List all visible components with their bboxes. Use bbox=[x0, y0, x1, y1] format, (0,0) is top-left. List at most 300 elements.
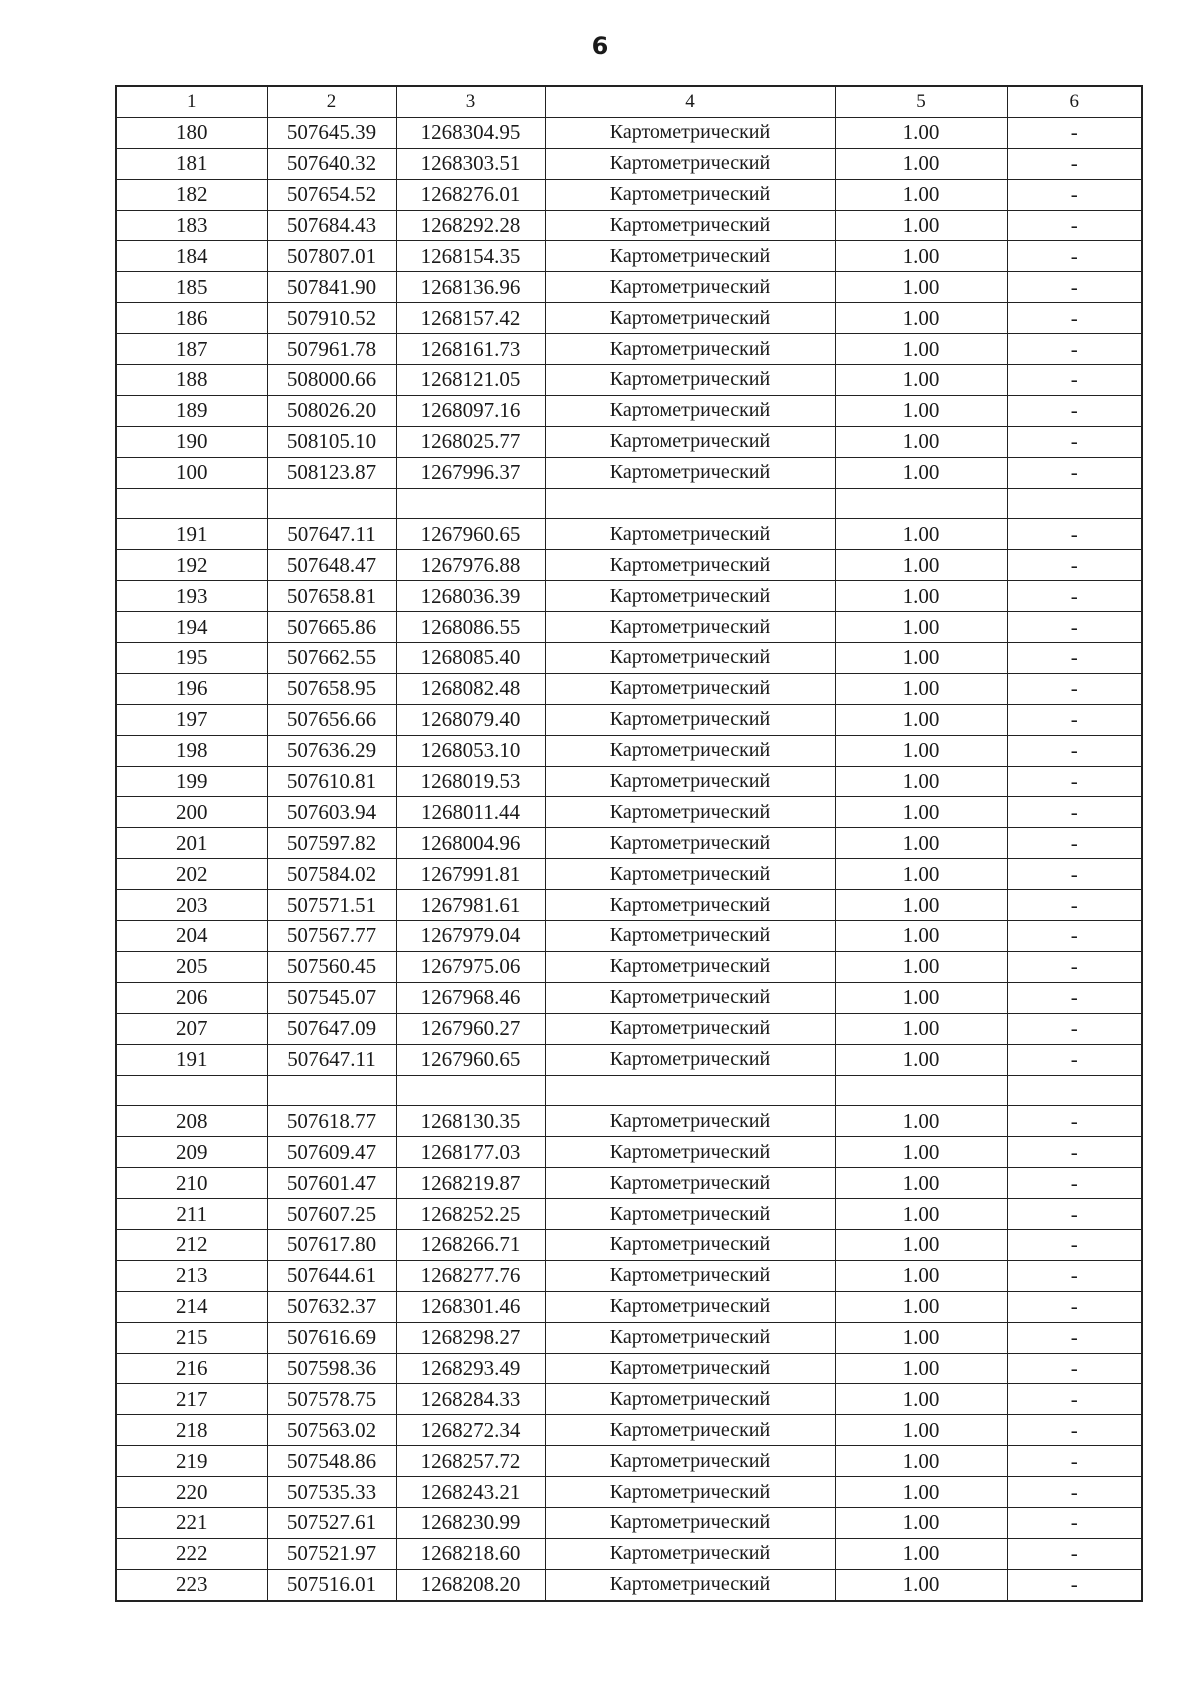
accuracy-cell: 1.00 bbox=[835, 766, 1007, 797]
x-coordinate-cell: 508026.20 bbox=[267, 395, 396, 426]
accuracy-cell: 1.00 bbox=[835, 1507, 1007, 1538]
description-cell: - bbox=[1007, 890, 1142, 921]
accuracy-cell: 1.00 bbox=[835, 643, 1007, 674]
x-coordinate-cell: 507598.36 bbox=[267, 1353, 396, 1384]
table-row bbox=[116, 1291, 1142, 1322]
table-row bbox=[116, 1477, 1142, 1508]
y-coordinate-cell: 1268303.51 bbox=[396, 148, 545, 179]
x-coordinate-cell: 507684.43 bbox=[267, 210, 396, 241]
method-cell: Картометрический bbox=[545, 179, 835, 210]
description-cell: - bbox=[1007, 148, 1142, 179]
accuracy-cell: 1.00 bbox=[835, 179, 1007, 210]
description-cell: - bbox=[1007, 673, 1142, 704]
table-row bbox=[116, 673, 1142, 704]
point-number-cell: 191 bbox=[116, 519, 267, 550]
method-cell: Картометрический bbox=[545, 1106, 835, 1137]
x-coordinate-cell: 507560.45 bbox=[267, 951, 396, 982]
method-cell: Картометрический bbox=[545, 457, 835, 488]
accuracy-cell: 1.00 bbox=[835, 1260, 1007, 1291]
method-cell: Картометрический bbox=[545, 148, 835, 179]
point-number-cell: 185 bbox=[116, 272, 267, 303]
description-cell: - bbox=[1007, 1199, 1142, 1230]
method-cell: Картометрический bbox=[545, 797, 835, 828]
y-coordinate-cell: 1268252.25 bbox=[396, 1199, 545, 1230]
table-row bbox=[116, 148, 1142, 179]
description-cell bbox=[1007, 488, 1142, 519]
method-cell bbox=[545, 1075, 835, 1106]
description-cell: - bbox=[1007, 1013, 1142, 1044]
table-row bbox=[116, 828, 1142, 859]
point-number-cell bbox=[116, 488, 267, 519]
y-coordinate-cell: 1268301.46 bbox=[396, 1291, 545, 1322]
method-cell: Картометрический bbox=[545, 334, 835, 365]
x-coordinate-cell: 507610.81 bbox=[267, 766, 396, 797]
y-coordinate-cell: 1268097.16 bbox=[396, 395, 545, 426]
table-row bbox=[116, 241, 1142, 272]
y-coordinate-cell: 1267960.65 bbox=[396, 519, 545, 550]
accuracy-cell: 1.00 bbox=[835, 1415, 1007, 1446]
y-coordinate-cell: 1268130.35 bbox=[396, 1106, 545, 1137]
description-cell: - bbox=[1007, 828, 1142, 859]
accuracy-cell: 1.00 bbox=[835, 210, 1007, 241]
description-cell: - bbox=[1007, 1137, 1142, 1168]
accuracy-cell: 1.00 bbox=[835, 241, 1007, 272]
point-number-cell: 216 bbox=[116, 1353, 267, 1384]
x-coordinate-cell: 508000.66 bbox=[267, 365, 396, 396]
method-cell: Картометрический bbox=[545, 272, 835, 303]
method-cell: Картометрический bbox=[545, 612, 835, 643]
description-cell: - bbox=[1007, 1569, 1142, 1600]
table-row bbox=[116, 982, 1142, 1013]
method-cell: Картометрический bbox=[545, 1415, 835, 1446]
point-number-cell: 206 bbox=[116, 982, 267, 1013]
table-row bbox=[116, 457, 1142, 488]
table-header-row bbox=[116, 86, 1142, 117]
y-coordinate-cell: 1268086.55 bbox=[396, 612, 545, 643]
table-row bbox=[116, 303, 1142, 334]
y-coordinate-cell bbox=[396, 1075, 545, 1106]
description-cell: - bbox=[1007, 1260, 1142, 1291]
method-cell: Картометрический bbox=[545, 951, 835, 982]
x-coordinate-cell: 507535.33 bbox=[267, 1477, 396, 1508]
column-header: 1 bbox=[116, 86, 267, 117]
accuracy-cell: 1.00 bbox=[835, 303, 1007, 334]
table-row bbox=[116, 1507, 1142, 1538]
separator-row bbox=[116, 1075, 1142, 1106]
accuracy-cell bbox=[835, 1075, 1007, 1106]
table-row bbox=[116, 1137, 1142, 1168]
point-number-cell: 197 bbox=[116, 704, 267, 735]
point-number-cell: 210 bbox=[116, 1168, 267, 1199]
point-number-cell: 220 bbox=[116, 1477, 267, 1508]
x-coordinate-cell: 507636.29 bbox=[267, 735, 396, 766]
accuracy-cell: 1.00 bbox=[835, 1137, 1007, 1168]
method-cell: Картометрический bbox=[545, 1229, 835, 1260]
table-row bbox=[116, 426, 1142, 457]
method-cell: Картометрический bbox=[545, 673, 835, 704]
y-coordinate-cell: 1268079.40 bbox=[396, 704, 545, 735]
method-cell: Картометрический bbox=[545, 704, 835, 735]
description-cell: - bbox=[1007, 1322, 1142, 1353]
point-number-cell: 221 bbox=[116, 1507, 267, 1538]
description-cell: - bbox=[1007, 1291, 1142, 1322]
point-number-cell: 193 bbox=[116, 581, 267, 612]
accuracy-cell: 1.00 bbox=[835, 859, 1007, 890]
point-number-cell: 194 bbox=[116, 612, 267, 643]
accuracy-cell: 1.00 bbox=[835, 797, 1007, 828]
description-cell: - bbox=[1007, 1446, 1142, 1477]
x-coordinate-cell: 507632.37 bbox=[267, 1291, 396, 1322]
point-number-cell: 186 bbox=[116, 303, 267, 334]
x-coordinate-cell: 507607.25 bbox=[267, 1199, 396, 1230]
description-cell: - bbox=[1007, 1353, 1142, 1384]
description-cell: - bbox=[1007, 1538, 1142, 1569]
x-coordinate-cell: 508105.10 bbox=[267, 426, 396, 457]
description-cell: - bbox=[1007, 457, 1142, 488]
y-coordinate-cell: 1268085.40 bbox=[396, 643, 545, 674]
description-cell: - bbox=[1007, 519, 1142, 550]
point-number-cell: 192 bbox=[116, 550, 267, 581]
point-number-cell: 222 bbox=[116, 1538, 267, 1569]
y-coordinate-cell: 1268277.76 bbox=[396, 1260, 545, 1291]
x-coordinate-cell: 507603.94 bbox=[267, 797, 396, 828]
description-cell: - bbox=[1007, 210, 1142, 241]
description-cell: - bbox=[1007, 921, 1142, 952]
method-cell: Картометрический bbox=[545, 117, 835, 148]
y-coordinate-cell: 1267981.61 bbox=[396, 890, 545, 921]
y-coordinate-cell: 1268053.10 bbox=[396, 735, 545, 766]
description-cell: - bbox=[1007, 365, 1142, 396]
y-coordinate-cell: 1268082.48 bbox=[396, 673, 545, 704]
point-number-cell: 183 bbox=[116, 210, 267, 241]
table-row bbox=[116, 1013, 1142, 1044]
accuracy-cell: 1.00 bbox=[835, 1199, 1007, 1230]
accuracy-cell: 1.00 bbox=[835, 426, 1007, 457]
table-row bbox=[116, 612, 1142, 643]
y-coordinate-cell: 1268293.49 bbox=[396, 1353, 545, 1384]
accuracy-cell: 1.00 bbox=[835, 519, 1007, 550]
point-number-cell: 204 bbox=[116, 921, 267, 952]
x-coordinate-cell bbox=[267, 1075, 396, 1106]
x-coordinate-cell: 507584.02 bbox=[267, 859, 396, 890]
method-cell: Картометрический bbox=[545, 426, 835, 457]
table-row bbox=[116, 519, 1142, 550]
description-cell: - bbox=[1007, 1415, 1142, 1446]
accuracy-cell: 1.00 bbox=[835, 457, 1007, 488]
accuracy-cell: 1.00 bbox=[835, 334, 1007, 365]
description-cell: - bbox=[1007, 704, 1142, 735]
y-coordinate-cell: 1267979.04 bbox=[396, 921, 545, 952]
point-number-cell: 207 bbox=[116, 1013, 267, 1044]
description-cell: - bbox=[1007, 334, 1142, 365]
x-coordinate-cell: 507545.07 bbox=[267, 982, 396, 1013]
y-coordinate-cell: 1268004.96 bbox=[396, 828, 545, 859]
y-coordinate-cell: 1268298.27 bbox=[396, 1322, 545, 1353]
point-number-cell: 215 bbox=[116, 1322, 267, 1353]
method-cell: Картометрический bbox=[545, 519, 835, 550]
x-coordinate-cell: 507571.51 bbox=[267, 890, 396, 921]
method-cell: Картометрический bbox=[545, 1384, 835, 1415]
description-cell: - bbox=[1007, 643, 1142, 674]
table-row bbox=[116, 210, 1142, 241]
y-coordinate-cell: 1267991.81 bbox=[396, 859, 545, 890]
y-coordinate-cell: 1267976.88 bbox=[396, 550, 545, 581]
x-coordinate-cell: 507961.78 bbox=[267, 334, 396, 365]
accuracy-cell: 1.00 bbox=[835, 272, 1007, 303]
point-number-cell: 182 bbox=[116, 179, 267, 210]
accuracy-cell: 1.00 bbox=[835, 735, 1007, 766]
separator-row bbox=[116, 488, 1142, 519]
table-row bbox=[116, 1446, 1142, 1477]
x-coordinate-cell: 507640.32 bbox=[267, 148, 396, 179]
point-number-cell: 184 bbox=[116, 241, 267, 272]
method-cell: Картометрический bbox=[545, 241, 835, 272]
point-number-cell: 211 bbox=[116, 1199, 267, 1230]
method-cell: Картометрический bbox=[545, 921, 835, 952]
description-cell: - bbox=[1007, 581, 1142, 612]
accuracy-cell: 1.00 bbox=[835, 1353, 1007, 1384]
table-row bbox=[116, 365, 1142, 396]
x-coordinate-cell: 507647.09 bbox=[267, 1013, 396, 1044]
point-number-cell: 188 bbox=[116, 365, 267, 396]
table-row bbox=[116, 1322, 1142, 1353]
table-row bbox=[116, 117, 1142, 148]
table-row bbox=[116, 395, 1142, 426]
table-row bbox=[116, 272, 1142, 303]
table-row bbox=[116, 1168, 1142, 1199]
table-row bbox=[116, 1538, 1142, 1569]
point-number-cell: 200 bbox=[116, 797, 267, 828]
description-cell: - bbox=[1007, 735, 1142, 766]
page-number: 6 bbox=[591, 32, 609, 60]
x-coordinate-cell bbox=[267, 488, 396, 519]
accuracy-cell: 1.00 bbox=[835, 982, 1007, 1013]
y-coordinate-cell: 1267996.37 bbox=[396, 457, 545, 488]
method-cell: Картометрический bbox=[545, 766, 835, 797]
table-row bbox=[116, 1415, 1142, 1446]
table-row bbox=[116, 1199, 1142, 1230]
method-cell: Картометрический bbox=[545, 643, 835, 674]
x-coordinate-cell: 507665.86 bbox=[267, 612, 396, 643]
table-row bbox=[116, 550, 1142, 581]
description-cell: - bbox=[1007, 117, 1142, 148]
y-coordinate-cell: 1267968.46 bbox=[396, 982, 545, 1013]
description-cell: - bbox=[1007, 1168, 1142, 1199]
method-cell: Картометрический bbox=[545, 303, 835, 334]
x-coordinate-cell: 507807.01 bbox=[267, 241, 396, 272]
accuracy-cell bbox=[835, 488, 1007, 519]
accuracy-cell: 1.00 bbox=[835, 704, 1007, 735]
column-header: 4 bbox=[545, 86, 835, 117]
description-cell: - bbox=[1007, 1229, 1142, 1260]
x-coordinate-cell: 507548.86 bbox=[267, 1446, 396, 1477]
accuracy-cell: 1.00 bbox=[835, 581, 1007, 612]
x-coordinate-cell: 507656.66 bbox=[267, 704, 396, 735]
point-number-cell: 214 bbox=[116, 1291, 267, 1322]
y-coordinate-cell: 1268036.39 bbox=[396, 581, 545, 612]
description-cell: - bbox=[1007, 241, 1142, 272]
description-cell: - bbox=[1007, 426, 1142, 457]
point-number-cell: 100 bbox=[116, 457, 267, 488]
x-coordinate-cell: 507658.81 bbox=[267, 581, 396, 612]
y-coordinate-cell: 1268230.99 bbox=[396, 1507, 545, 1538]
y-coordinate-cell bbox=[396, 488, 545, 519]
point-number-cell: 180 bbox=[116, 117, 267, 148]
table-row bbox=[116, 766, 1142, 797]
point-number-cell: 189 bbox=[116, 395, 267, 426]
method-cell: Картометрический bbox=[545, 395, 835, 426]
method-cell: Картометрический bbox=[545, 1446, 835, 1477]
method-cell: Картометрический bbox=[545, 1507, 835, 1538]
accuracy-cell: 1.00 bbox=[835, 1044, 1007, 1075]
method-cell: Картометрический bbox=[545, 828, 835, 859]
point-number-cell: 209 bbox=[116, 1137, 267, 1168]
table-row bbox=[116, 735, 1142, 766]
table-row bbox=[116, 890, 1142, 921]
method-cell: Картометрический bbox=[545, 735, 835, 766]
table-row bbox=[116, 1106, 1142, 1137]
method-cell: Картометрический bbox=[545, 1044, 835, 1075]
table-row bbox=[116, 1044, 1142, 1075]
x-coordinate-cell: 507527.61 bbox=[267, 1507, 396, 1538]
accuracy-cell: 1.00 bbox=[835, 1322, 1007, 1353]
accuracy-cell: 1.00 bbox=[835, 1168, 1007, 1199]
method-cell: Картометрический bbox=[545, 550, 835, 581]
x-coordinate-cell: 507601.47 bbox=[267, 1168, 396, 1199]
point-number-cell: 195 bbox=[116, 643, 267, 674]
point-number-cell: 213 bbox=[116, 1260, 267, 1291]
method-cell: Картометрический bbox=[545, 859, 835, 890]
method-cell bbox=[545, 488, 835, 519]
description-cell: - bbox=[1007, 1507, 1142, 1538]
method-cell: Картометрический bbox=[545, 1137, 835, 1168]
y-coordinate-cell: 1268243.21 bbox=[396, 1477, 545, 1508]
description-cell: - bbox=[1007, 1106, 1142, 1137]
y-coordinate-cell: 1268019.53 bbox=[396, 766, 545, 797]
method-cell: Картометрический bbox=[545, 1322, 835, 1353]
description-cell: - bbox=[1007, 612, 1142, 643]
x-coordinate-cell: 507645.39 bbox=[267, 117, 396, 148]
point-number-cell: 208 bbox=[116, 1106, 267, 1137]
point-number-cell: 191 bbox=[116, 1044, 267, 1075]
table-row bbox=[116, 1260, 1142, 1291]
method-cell: Картометрический bbox=[545, 1168, 835, 1199]
accuracy-cell: 1.00 bbox=[835, 673, 1007, 704]
column-header: 3 bbox=[396, 86, 545, 117]
x-coordinate-cell: 507578.75 bbox=[267, 1384, 396, 1415]
description-cell: - bbox=[1007, 951, 1142, 982]
y-coordinate-cell: 1268257.72 bbox=[396, 1446, 545, 1477]
description-cell: - bbox=[1007, 982, 1142, 1013]
point-number-cell: 187 bbox=[116, 334, 267, 365]
y-coordinate-cell: 1268284.33 bbox=[396, 1384, 545, 1415]
y-coordinate-cell: 1268219.87 bbox=[396, 1168, 545, 1199]
x-coordinate-cell: 507618.77 bbox=[267, 1106, 396, 1137]
accuracy-cell: 1.00 bbox=[835, 1569, 1007, 1600]
point-number-cell bbox=[116, 1075, 267, 1106]
y-coordinate-cell: 1268161.73 bbox=[396, 334, 545, 365]
x-coordinate-cell: 507516.01 bbox=[267, 1569, 396, 1600]
x-coordinate-cell: 507658.95 bbox=[267, 673, 396, 704]
method-cell: Картометрический bbox=[545, 1538, 835, 1569]
method-cell: Картометрический bbox=[545, 1291, 835, 1322]
accuracy-cell: 1.00 bbox=[835, 365, 1007, 396]
description-cell: - bbox=[1007, 179, 1142, 210]
description-cell: - bbox=[1007, 1384, 1142, 1415]
point-number-cell: 205 bbox=[116, 951, 267, 982]
point-number-cell: 223 bbox=[116, 1569, 267, 1600]
accuracy-cell: 1.00 bbox=[835, 550, 1007, 581]
x-coordinate-cell: 507910.52 bbox=[267, 303, 396, 334]
point-number-cell: 198 bbox=[116, 735, 267, 766]
x-coordinate-cell: 507644.61 bbox=[267, 1260, 396, 1291]
x-coordinate-cell: 507648.47 bbox=[267, 550, 396, 581]
table-row bbox=[116, 179, 1142, 210]
method-cell: Картометрический bbox=[545, 1199, 835, 1230]
description-cell: - bbox=[1007, 303, 1142, 334]
accuracy-cell: 1.00 bbox=[835, 117, 1007, 148]
description-cell: - bbox=[1007, 797, 1142, 828]
description-cell: - bbox=[1007, 1044, 1142, 1075]
x-coordinate-cell: 507609.47 bbox=[267, 1137, 396, 1168]
accuracy-cell: 1.00 bbox=[835, 890, 1007, 921]
y-coordinate-cell: 1268011.44 bbox=[396, 797, 545, 828]
point-number-cell: 190 bbox=[116, 426, 267, 457]
y-coordinate-cell: 1268218.60 bbox=[396, 1538, 545, 1569]
method-cell: Картометрический bbox=[545, 581, 835, 612]
table-row bbox=[116, 951, 1142, 982]
method-cell: Картометрический bbox=[545, 1260, 835, 1291]
column-header: 5 bbox=[835, 86, 1007, 117]
table-row bbox=[116, 921, 1142, 952]
table-body bbox=[116, 86, 1142, 1601]
method-cell: Картометрический bbox=[545, 982, 835, 1013]
table-row bbox=[116, 797, 1142, 828]
x-coordinate-cell: 507597.82 bbox=[267, 828, 396, 859]
table-row bbox=[116, 1353, 1142, 1384]
accuracy-cell: 1.00 bbox=[835, 395, 1007, 426]
x-coordinate-cell: 507647.11 bbox=[267, 519, 396, 550]
accuracy-cell: 1.00 bbox=[835, 921, 1007, 952]
description-cell bbox=[1007, 1075, 1142, 1106]
y-coordinate-cell: 1268177.03 bbox=[396, 1137, 545, 1168]
point-number-cell: 203 bbox=[116, 890, 267, 921]
y-coordinate-cell: 1267960.27 bbox=[396, 1013, 545, 1044]
point-number-cell: 212 bbox=[116, 1229, 267, 1260]
table-row bbox=[116, 704, 1142, 735]
accuracy-cell: 1.00 bbox=[835, 1106, 1007, 1137]
x-coordinate-cell: 507662.55 bbox=[267, 643, 396, 674]
accuracy-cell: 1.00 bbox=[835, 828, 1007, 859]
method-cell: Картометрический bbox=[545, 1353, 835, 1384]
x-coordinate-cell: 507521.97 bbox=[267, 1538, 396, 1569]
table-row bbox=[116, 1569, 1142, 1600]
accuracy-cell: 1.00 bbox=[835, 1538, 1007, 1569]
y-coordinate-cell: 1268276.01 bbox=[396, 179, 545, 210]
x-coordinate-cell: 507616.69 bbox=[267, 1322, 396, 1353]
method-cell: Картометрический bbox=[545, 890, 835, 921]
description-cell: - bbox=[1007, 859, 1142, 890]
x-coordinate-cell: 508123.87 bbox=[267, 457, 396, 488]
y-coordinate-cell: 1268154.35 bbox=[396, 241, 545, 272]
table-row bbox=[116, 643, 1142, 674]
accuracy-cell: 1.00 bbox=[835, 1477, 1007, 1508]
accuracy-cell: 1.00 bbox=[835, 1291, 1007, 1322]
y-coordinate-cell: 1268136.96 bbox=[396, 272, 545, 303]
point-number-cell: 201 bbox=[116, 828, 267, 859]
y-coordinate-cell: 1267960.65 bbox=[396, 1044, 545, 1075]
y-coordinate-cell: 1268157.42 bbox=[396, 303, 545, 334]
